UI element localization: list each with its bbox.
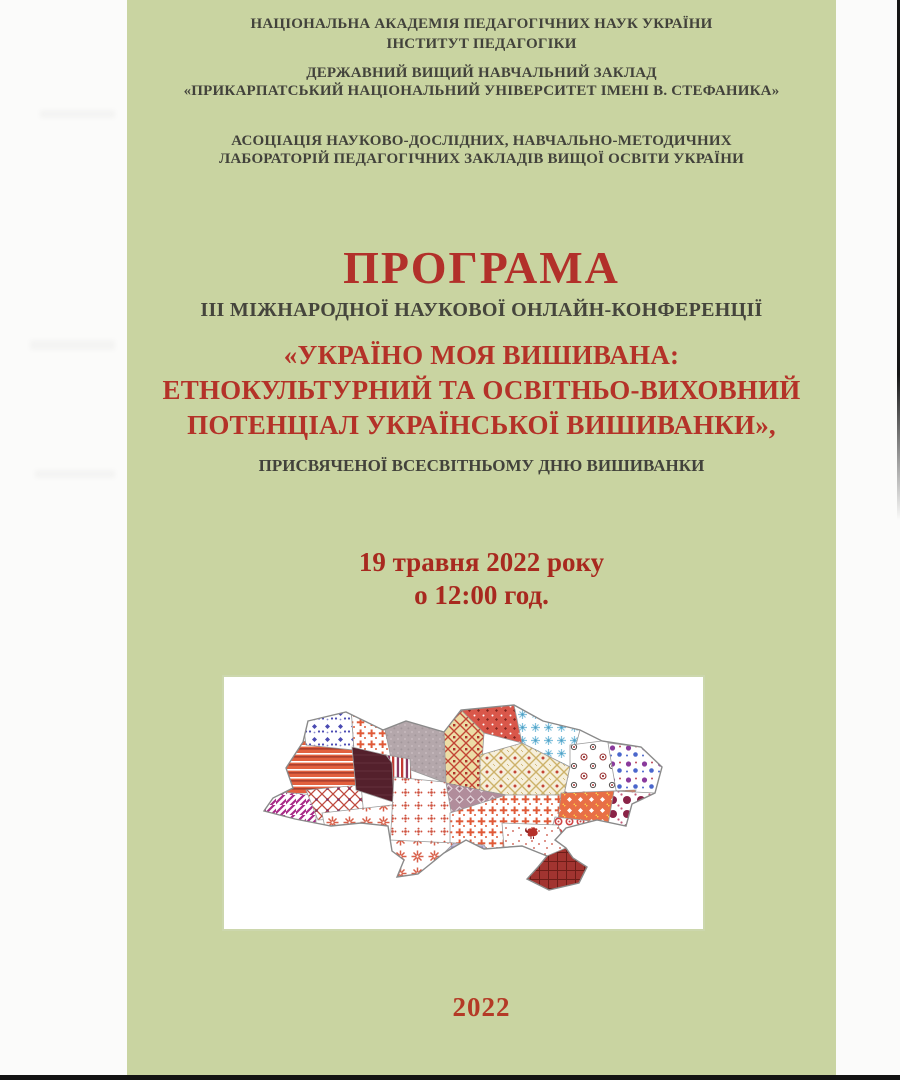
- org-line-university-2: «ПРИКАРПАТСЬКИЙ НАЦІОНАЛЬНИЙ УНІВЕРСИТЕТ ІМЕНІ В. СТЕФАНИКА»: [183, 83, 780, 99]
- conference-title-line-1: «УКРАЇНО МОЯ ВИШИВАНА:: [283, 340, 680, 370]
- org-line-association-1: АСОЦІАЦІЯ НАУКОВО-ДОСЛІДНИХ, НАВЧАЛЬНО-МЕТОДИЧНИХ: [231, 133, 732, 149]
- org-line-institute: ІНСТИТУТ ПЕДАГОГІКИ: [386, 36, 577, 52]
- program-cover-page: [127, 0, 836, 1080]
- ukraine-embroidery-map: [222, 675, 705, 931]
- program-title: ПРОГРАМА: [343, 242, 620, 293]
- ukraine-map-svg: [256, 695, 696, 907]
- org-line-academy: НАЦІОНАЛЬНА АКАДЕМІЯ ПЕДАГОГІЧНИХ НАУК УКРАЇНИ: [250, 16, 713, 32]
- scan-smudge: [40, 110, 115, 118]
- time-line: о 12:00 год.: [414, 580, 549, 610]
- date-line: 19 травня 2022 року: [358, 547, 605, 577]
- map-region-patches: [256, 705, 662, 890]
- scan-smudge: [30, 340, 115, 350]
- photo-edge-bottom: [0, 1075, 900, 1080]
- year-label: 2022: [452, 992, 511, 1022]
- conference-type-subtitle: ІІІ МІЖНАРОДНОЇ НАУКОВОЇ ОНЛАЙН-КОНФЕРЕНЦІЇ: [200, 299, 763, 321]
- conference-title-line-3: ПОТЕНЦІАЛ УКРАЇНСЬКОЇ ВИШИВАНКИ»,: [187, 410, 776, 440]
- conference-title-line-2: ЕТНОКУЛЬТУРНИЙ ТА ОСВІТНЬО-ВИХОВНИЙ: [162, 375, 801, 405]
- org-line-university-1: ДЕРЖАВНИЙ ВИЩИЙ НАВЧАЛЬНИЙ ЗАКЛАД: [306, 65, 657, 81]
- org-line-association-2: ЛАБОРАТОРІЙ ПЕДАГОГІЧНИХ ЗАКЛАДІВ ВИЩОЇ ОСВІТИ УКРАЇНИ: [219, 151, 744, 167]
- dedication-line: ПРИСВЯЧЕНОЇ ВСЕСВІТНЬОМУ ДНЮ ВИШИВАНКИ: [258, 456, 705, 475]
- scan-smudge: [35, 470, 115, 478]
